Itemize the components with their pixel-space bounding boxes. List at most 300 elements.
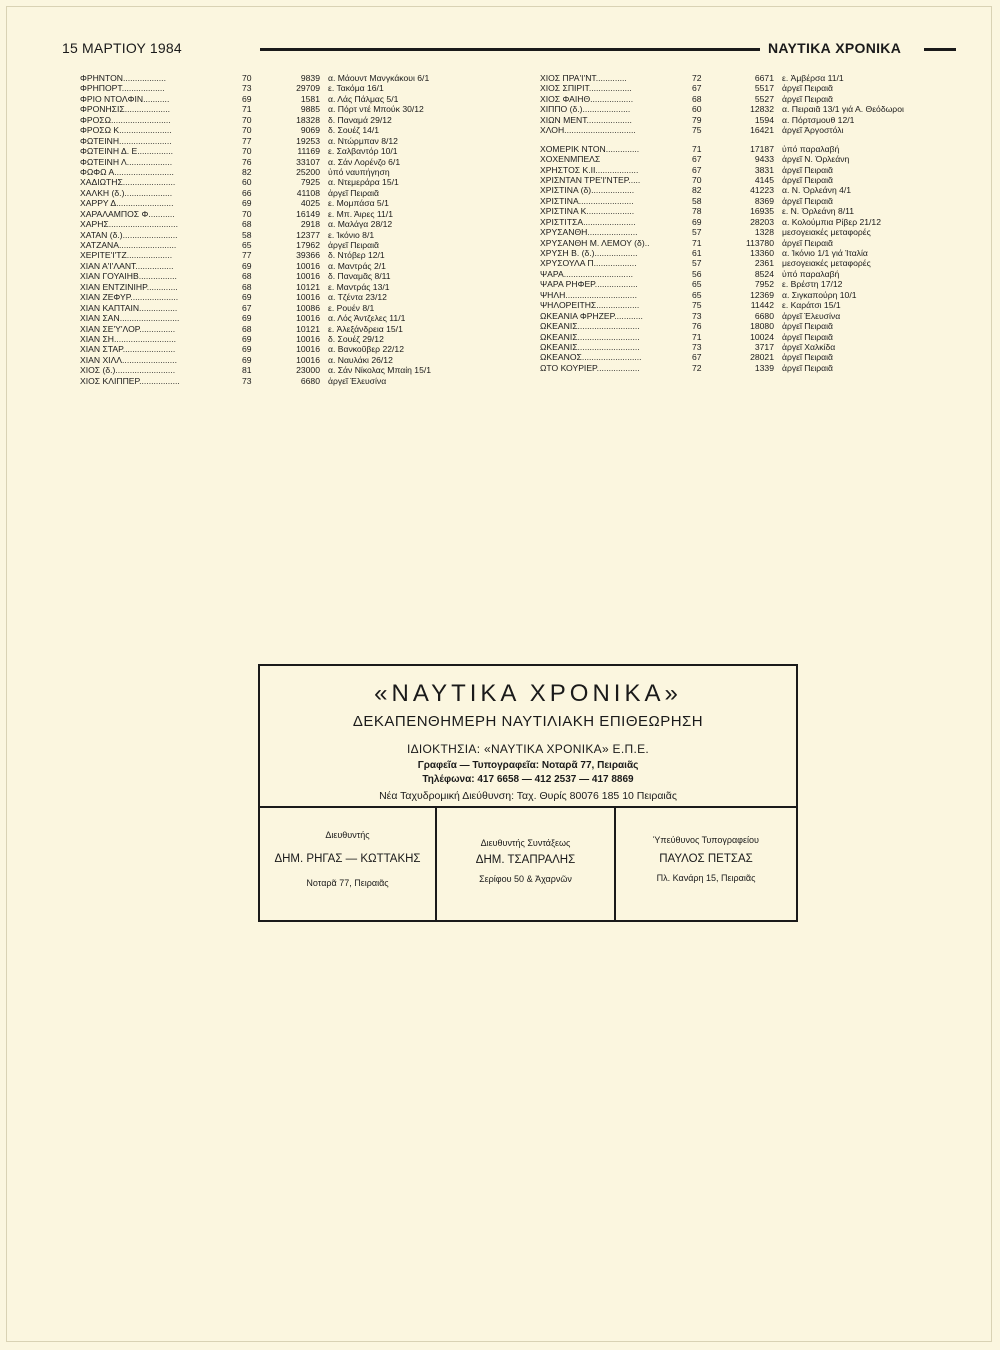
ship-row — [80, 344, 495, 354]
staff-address: Σερίφου 50 & Ἀχαρνῶν — [479, 874, 572, 884]
ship-name: ΩΤΟ ΚΟΥΡΙΕΡ.................. — [540, 362, 640, 373]
ship-status: ἀργεῖ Πειραιᾶ — [782, 237, 833, 248]
gross-tonnage: 4025 — [300, 198, 320, 209]
gross-tonnage: 9069 — [300, 125, 320, 136]
build-year: 73 — [692, 310, 702, 321]
ship-status: ὑπό παραλαβή — [782, 268, 840, 279]
build-year: 58 — [242, 229, 252, 240]
header-rule — [260, 48, 760, 51]
ship-name: ΦΡΟΝΗΣΙΣ................... — [80, 104, 171, 115]
ship-row — [540, 104, 960, 114]
ship-list-right-column — [540, 73, 960, 373]
ship-row — [80, 136, 495, 146]
ship-row — [540, 125, 960, 135]
ship-name: ΨΗΛΟΡΕΙΤΗΣ.................. — [540, 300, 640, 311]
gross-tonnage: 2361 — [754, 258, 774, 269]
ship-row — [80, 188, 495, 198]
build-year: 73 — [692, 341, 702, 352]
ship-name: ΧΙΑΝ ΣΗ.......................... — [80, 333, 177, 344]
publication-name: ΝΑΥΤΙΚΑ ΧΡΟΝΙΚΑ — [768, 40, 902, 56]
ship-row — [540, 206, 960, 216]
ship-status: α. Σιγκαπούρη 10/1 — [782, 289, 857, 300]
build-year: 72 — [692, 73, 702, 83]
build-year: 71 — [692, 331, 702, 342]
ship-name: ΧΡΙΣΤΙΤΣΑ...................... — [540, 216, 636, 227]
build-year: 68 — [242, 219, 252, 230]
ship-name: ΦΩΤΕΙΝΗ Δ. Ε............... — [80, 146, 174, 157]
ship-status: ε. Βρέστη 17/12 — [782, 279, 843, 290]
masthead-offices: Γραφεῖα — Τυπογραφεῖα: Νοταρᾶ 77, Πειραιᾶς — [417, 760, 639, 771]
ship-name: ΨΑΡΑ............................. — [540, 268, 633, 279]
gross-tonnage: 41223 — [750, 185, 774, 196]
ship-status: α. Πόρτσμουθ 12/1 — [782, 114, 855, 125]
build-year: 78 — [692, 206, 702, 217]
masthead-ownership: ΙΔΙΟΚΤΗΣΙΑ: «ΝΑΥΤΙΚΑ ΧΡΟΝΙΚΑ» Ε.Π.Ε. — [406, 742, 650, 756]
ship-name: ΧΙΟΣ ΦΑΙΗΘ.................. — [540, 93, 634, 104]
ship-name: ΩΚΕΑΝΟΣ......................... — [540, 352, 642, 363]
ship-row — [80, 167, 495, 177]
ship-name: ΧΙΟΣ ΠΡΑ'Ι'ΝΤ............. — [540, 73, 627, 83]
build-year: 70 — [242, 114, 252, 125]
ship-status: ἀργεῖ Ἐλευσίνα — [328, 375, 387, 386]
ship-name: ΧΙΑΝ ΕΝΤΖΙΝΙΗΡ............. — [80, 281, 178, 292]
build-year: 69 — [242, 93, 252, 104]
build-year: 71 — [692, 143, 702, 154]
ship-row — [80, 230, 495, 240]
build-year: 57 — [692, 227, 702, 238]
ship-status: ε. Ἀλεξάνδρεια 15/1 — [328, 323, 403, 334]
ship-status: ἀργεῖ Πειραιᾶ — [782, 83, 833, 94]
ship-status: ἀργεῖ Ἐλευσίνα — [782, 310, 841, 321]
build-year: 77 — [242, 135, 252, 146]
ship-row — [540, 144, 960, 154]
build-year: 61 — [692, 248, 702, 258]
ship-name: ΧΡΥΣΗ Β. (δ.).................. — [540, 248, 638, 258]
ship-name: ΧΙΑΝ ΧΙΛΛ....................... — [80, 354, 177, 365]
masthead-box — [258, 664, 798, 808]
gross-tonnage: 6680 — [300, 375, 320, 386]
ship-status: ε. Μαντράς 13/1 — [328, 281, 390, 292]
ship-row — [540, 175, 960, 185]
gross-tonnage: 12832 — [750, 104, 774, 115]
gross-tonnage: 5517 — [754, 83, 774, 94]
build-year: 69 — [242, 260, 252, 271]
ship-status: α. Λός Άντζελες 11/1 — [328, 313, 406, 324]
ship-row — [80, 313, 495, 323]
ship-status: δ. Ντόβερ 12/1 — [328, 250, 385, 261]
ship-name: ΦΡΗΝΤΟΝ.................. — [80, 73, 166, 83]
ship-row — [80, 177, 495, 187]
ship-row — [540, 94, 960, 104]
gross-tonnage: 9839 — [300, 73, 320, 83]
ship-row — [540, 73, 960, 83]
ship-name: ΧΡΙΣΝΤΑΝ ΤΡΕ'Ι'ΝΤΕΡ..... — [540, 174, 641, 185]
staff-address: Νοταρᾶ 77, Πειραιᾶς — [306, 878, 389, 888]
page-header — [62, 40, 956, 62]
ship-row — [540, 165, 960, 175]
build-year: 68 — [242, 323, 252, 334]
gross-tonnage: 113780 — [745, 237, 774, 248]
build-year: 70 — [242, 208, 252, 219]
build-year: 79 — [692, 114, 702, 125]
gross-tonnage: 39366 — [296, 250, 320, 261]
build-year: 68 — [692, 93, 702, 104]
gross-tonnage: 11169 — [297, 146, 320, 157]
ship-list-left-column — [80, 73, 495, 386]
build-year: 70 — [242, 73, 252, 83]
gross-tonnage: 2918 — [300, 219, 320, 230]
ship-row — [80, 303, 495, 313]
build-year: 67 — [692, 83, 702, 94]
gross-tonnage: 12377 — [296, 229, 320, 240]
gross-tonnage: 1594 — [754, 114, 774, 125]
ship-row — [80, 261, 495, 271]
ship-name: ΧΡΙΣΤΙΝΑ (δ).................. — [540, 185, 635, 196]
masthead-subtitle: ΔΕΚΑΠΕΝΘΗΜΕΡΗ ΝΑΥΤΙΛΙΑΚΗ ΕΠΙΘΕΩΡΗΣΗ — [352, 713, 704, 730]
masthead-postal-address: Νέα Ταχυδρομική Διεύθυνση: Ταχ. Θυρίς 80076 185 10 Πειραιᾶς — [379, 790, 677, 802]
ship-name: ΧΙΑΝ Α'Ι'ΛΑΝΤ................ — [80, 260, 174, 271]
ship-name: ΧΛΟΗ.............................. — [540, 125, 636, 136]
ship-row — [540, 83, 960, 93]
ship-status: ἀργεῖ Πειραιᾶ — [782, 321, 833, 332]
ship-name: ΧΙΑΝ ΓΟΥΑΙΗΒ................ — [80, 271, 177, 282]
ship-status: α. Λάς Πάλμας 5/1 — [328, 93, 399, 104]
ship-status: ἀργεῖ Πειραιᾶ — [782, 93, 833, 104]
ship-status: ἀργεῖ Πειραιᾶ — [782, 352, 833, 363]
ship-row — [80, 240, 495, 250]
build-year: 69 — [242, 292, 252, 303]
ship-name: ΧΙΠΠΟ (δ.).................... — [540, 104, 631, 115]
ship-status: α. Ἰκόνιο 1/1 γιά Ἰταλία — [782, 248, 868, 258]
staff-role: Διευθυντής — [325, 830, 370, 840]
gross-tonnage: 8524 — [754, 268, 774, 279]
gross-tonnage: 6671 — [754, 73, 774, 83]
ship-name: ΧΙΟΣ ΚΛΙΠΠΕΡ................. — [80, 375, 180, 386]
ship-row — [80, 376, 495, 386]
header-rule-end — [924, 48, 956, 51]
build-year: 67 — [692, 154, 702, 165]
ship-name: ΦΩΤΕΙΝΗ...................... — [80, 135, 172, 146]
ship-status: ὑπό παραλαβή — [782, 143, 840, 154]
ship-name: ΨΗΛΗ.............................. — [540, 289, 637, 300]
build-year: 70 — [692, 174, 702, 185]
gross-tonnage: 10016 — [296, 333, 320, 344]
ship-status: δ. Σουέζ 29/12 — [328, 333, 384, 344]
ship-name: ΧΙΑΝ ΣΑΝ......................... — [80, 313, 180, 324]
gross-tonnage: 1328 — [754, 227, 774, 238]
ship-name: ΦΡΟΣΩ......................... — [80, 114, 171, 125]
masthead-title: «ΝΑΥΤΙΚΑ ΧΡΟΝΙΚΑ» — [374, 680, 682, 707]
build-year: 75 — [692, 125, 702, 136]
build-year: 69 — [692, 216, 702, 227]
ship-status: α. Ντεμεράρα 15/1 — [328, 177, 399, 188]
gross-tonnage: 9885 — [300, 104, 320, 115]
build-year: 68 — [242, 281, 252, 292]
gross-tonnage: 4145 — [754, 174, 774, 185]
ship-name: ΧΟΜΕΡΙΚ ΝΤΟΝ.............. — [540, 143, 640, 154]
ship-name: ΧΡΥΣΟΥΛΑ Π.................. — [540, 258, 637, 269]
build-year: 76 — [242, 156, 252, 167]
ship-row — [540, 154, 960, 164]
ship-row — [80, 271, 495, 281]
build-year: 56 — [692, 268, 702, 279]
ship-status: α. Σάν Λορένζο 6/1 — [328, 156, 401, 167]
build-year: 68 — [242, 271, 252, 282]
ship-status: ἀργεῖ Πειραιᾶ — [782, 174, 833, 185]
ship-name: ΧΙΑΝ ΚΑΠΤΑΙΝ................ — [80, 302, 178, 313]
gross-tonnage: 10024 — [750, 331, 774, 342]
ship-status: α. Μαντράς 2/1 — [328, 260, 386, 271]
ship-row — [540, 342, 960, 352]
build-year: 75 — [692, 300, 702, 311]
ship-status: α. Πόρτ ντέ Μπούκ 30/12 — [328, 104, 424, 115]
ship-status: ἀργεῖ Πειραιᾶ — [782, 331, 833, 342]
build-year: 67 — [692, 164, 702, 175]
ship-row — [80, 104, 495, 114]
build-year: 81 — [242, 365, 252, 376]
ship-status: α. Κολούμπια Ρίβερ 21/12 — [782, 216, 881, 227]
ship-name: ΧΙΑΝ ΣΤΑΡ...................... — [80, 344, 176, 355]
staff-box-printing — [614, 806, 798, 922]
ship-name: ΧΟΧΕΝΜΠΕΛΣ — [540, 154, 601, 165]
ship-status: α. Ντώρμπαν 8/12 — [328, 135, 398, 146]
ship-row — [80, 292, 495, 302]
build-year: 65 — [242, 240, 252, 250]
ship-status: ε. Ρουέν 8/1 — [328, 302, 375, 313]
gross-tonnage: 10016 — [296, 260, 320, 271]
build-year: 71 — [242, 104, 252, 115]
staff-role: Ὑπεύθυνος Τυπογραφείου — [653, 835, 759, 845]
gross-tonnage: 19253 — [296, 135, 320, 146]
build-year: 73 — [242, 83, 252, 94]
ship-name: ΦΡΙΟ ΝΤΟΛΦΙΝ........... — [80, 93, 170, 104]
gross-tonnage: 18328 — [296, 114, 320, 125]
ship-name: ΧΙΟΣ (δ.)......................... — [80, 365, 176, 376]
ship-status: α. Μαλάγα 28/12 — [328, 219, 393, 230]
ship-row — [80, 355, 495, 365]
ship-status: δ. Σουέζ 14/1 — [328, 125, 380, 136]
ship-status: μεσογειακές μεταφορές — [782, 227, 871, 238]
build-year: 67 — [242, 302, 252, 313]
ship-row — [540, 196, 960, 206]
gross-tonnage: 10086 — [296, 302, 320, 313]
build-year: 69 — [242, 333, 252, 344]
gross-tonnage: 1581 — [300, 93, 320, 104]
ship-row — [80, 83, 495, 93]
gross-tonnage: 33107 — [296, 156, 320, 167]
gross-tonnage: 16149 — [296, 208, 320, 219]
ship-row — [80, 209, 495, 219]
ship-row — [80, 125, 495, 135]
ship-name: ΩΚΕΑΝΙΑ ΦΡΗΖΕΡ............ — [540, 310, 643, 321]
ship-name: ΦΡΟΣΩ Κ...................... — [80, 125, 172, 136]
ship-status: α. Βανκοῦβερ 22/12 — [328, 344, 404, 355]
ship-status: ἀργεῖ Ν. Ὀρλεάνη — [782, 154, 850, 165]
ship-name: ΧΑΤΖΑΝΑ........................ — [80, 240, 177, 250]
build-year: 65 — [692, 279, 702, 290]
build-year: 60 — [692, 104, 702, 115]
ship-row — [80, 146, 495, 156]
ship-name: ΧΑΡΗΣ............................. — [80, 219, 178, 230]
ship-status: ἀργεῖ Πειραιᾶ — [328, 187, 379, 198]
ship-status: ε. Ἰκόνιο 8/1 — [328, 229, 375, 240]
ship-status: ἀργεῖ Πειραιᾶ — [782, 195, 833, 206]
build-year: 58 — [692, 195, 702, 206]
gross-tonnage: 7925 — [300, 177, 320, 188]
ship-row — [540, 258, 960, 268]
masthead-phones: Τηλέφωνα: 417 6658 — 412 2537 — 417 8869 — [422, 774, 634, 785]
gross-tonnage: 1339 — [754, 362, 774, 373]
ship-row — [80, 94, 495, 104]
ship-status: α. Σάν Νίκολας Μπαίη 15/1 — [328, 365, 432, 376]
ship-status: ὑπό ναυπήγηση — [328, 166, 390, 177]
ship-row — [80, 282, 495, 292]
gross-tonnage: 12369 — [750, 289, 774, 300]
ship-row — [540, 238, 960, 248]
ship-row — [80, 115, 495, 125]
gross-tonnage: 9433 — [754, 154, 774, 165]
build-year: 73 — [242, 375, 252, 386]
gross-tonnage: 7952 — [754, 279, 774, 290]
issue-date: 15 ΜΑΡΤΙΟΥ 1984 — [62, 40, 182, 56]
staff-box-editor — [435, 806, 616, 922]
gross-tonnage: 10016 — [296, 354, 320, 365]
build-year: 66 — [242, 187, 252, 198]
ship-status: ε. Μομπάσα 5/1 — [328, 198, 389, 209]
gross-tonnage: 13360 — [750, 248, 774, 258]
ship-row — [540, 279, 960, 289]
ship-row — [540, 248, 960, 258]
ship-status: ε. Ν. Ὀρλεάνη 8/11 — [782, 206, 855, 217]
ship-status: δ. Παναμά 29/12 — [328, 114, 392, 125]
gross-tonnage: 8369 — [754, 195, 774, 206]
ship-name: ΧΑΛΚΗ (δ.).................... — [80, 187, 173, 198]
staff-name: ΔΗΜ. ΤΣΑΠΡΑΛΗΣ — [475, 854, 576, 866]
staff-box-director — [258, 806, 437, 922]
ship-row — [540, 115, 960, 125]
staff-name: ΠΑΥΛΟΣ ΠΕΤΣΑΣ — [659, 853, 753, 865]
ship-row — [540, 185, 960, 195]
ship-name: ΧΑΔΙΩΤΗΣ...................... — [80, 177, 176, 188]
ship-status: ἀργεῖ Πειραιᾶ — [782, 362, 833, 373]
gross-tonnage: 28021 — [750, 352, 774, 363]
gross-tonnage: 16935 — [750, 206, 774, 217]
build-year: 67 — [692, 352, 702, 363]
gross-tonnage: 23000 — [296, 365, 320, 376]
ship-row — [80, 198, 495, 208]
gross-tonnage: 3831 — [754, 164, 774, 175]
build-year: 69 — [242, 313, 252, 324]
ship-row — [80, 157, 495, 167]
ship-name: ΧΙΩΝ ΜΕΝΤ................... — [540, 114, 632, 125]
build-year: 69 — [242, 198, 252, 209]
ship-row — [540, 217, 960, 227]
ship-status: ε. Τακόμα 16/1 — [328, 83, 384, 94]
ship-row — [80, 334, 495, 344]
gross-tonnage: 10016 — [296, 271, 320, 282]
build-year: 69 — [242, 344, 252, 355]
ship-row — [540, 269, 960, 279]
ship-status: ἀργεῖ Ἀργοστόλι — [782, 125, 844, 136]
ship-name: ΦΩΦΩ Α......................... — [80, 166, 174, 177]
ship-status: ε. Ἀμβέρσα 11/1 — [782, 73, 844, 83]
ship-name: ΧΑΡΑΛΑΜΠΟΣ Φ........... — [80, 208, 175, 219]
ship-name: ΧΙΑΝ ΣΕ'Υ'ΛΟΡ............... — [80, 323, 176, 334]
ship-status: α. Μάουντ Μανγκάκουι 6/1 — [328, 73, 430, 83]
gross-tonnage: 17962 — [296, 240, 320, 250]
gross-tonnage: 10016 — [296, 313, 320, 324]
gross-tonnage: 18080 — [750, 321, 774, 332]
ship-name: ΧΙΟΣ ΣΠΙΡΙΤ.................. — [540, 83, 632, 94]
ship-status: α. Ν. Ὀρλεάνη 4/1 — [782, 185, 852, 196]
build-year: 60 — [242, 177, 252, 188]
build-year: 76 — [692, 321, 702, 332]
ship-status: α. Ναυλάκι 26/12 — [328, 354, 393, 365]
ship-status: α. Πειραιᾶ 13/1 γιά Α. Θεόδωροι — [782, 104, 904, 115]
ship-status: ἀργεῖ Πειραιᾶ — [328, 240, 379, 250]
gross-tonnage: 10016 — [296, 292, 320, 303]
ship-status: ἀργεῖ Πειραιᾶ — [782, 164, 833, 175]
gross-tonnage: 28203 — [750, 216, 774, 227]
ship-name: ΧΡΙΣΤΙΝΑ Κ.................... — [540, 206, 635, 217]
ship-row — [540, 290, 960, 300]
ship-status: ε. Μπ. Άιρες 11/1 — [328, 208, 393, 219]
build-year: 82 — [242, 166, 252, 177]
ship-row — [80, 365, 495, 375]
ship-row — [540, 352, 960, 362]
build-year: 77 — [242, 250, 252, 261]
ship-status: ἀργεῖ Χαλκίδα — [782, 341, 836, 352]
build-year: 65 — [692, 289, 702, 300]
ship-name: ΧΡΙΣΤΙΝΑ....................... — [540, 195, 634, 206]
ship-row — [540, 332, 960, 342]
ship-row — [80, 250, 495, 260]
gross-tonnage: 16421 — [750, 125, 774, 136]
ship-name: ΨΑΡΑ ΡΗΦΕΡ.................. — [540, 279, 638, 290]
ship-name: ΧΙΑΝ ΖΕΦΥΡ.................... — [80, 292, 179, 303]
ship-row — [540, 227, 960, 237]
gross-tonnage: 10121 — [296, 281, 320, 292]
ship-name: ΧΡΥΣΑΝΘΗ Μ. ΛΕΜΟΥ (δ).. — [540, 237, 650, 248]
ship-name: ΧΡΗΣΤΟΣ Κ.ΙΙ.................. — [540, 164, 639, 175]
ship-status: ε. Σαλβαντόρ 10/1 — [328, 146, 398, 157]
gross-tonnage: 25200 — [296, 166, 320, 177]
staff-address: Πλ. Κανάρη 15, Πειραιᾶς — [656, 873, 756, 883]
gross-tonnage: 6680 — [754, 310, 774, 321]
ship-row — [540, 363, 960, 373]
ship-row — [540, 311, 960, 321]
gross-tonnage: 11442 — [750, 300, 774, 311]
build-year: 82 — [692, 185, 702, 196]
build-year: 57 — [692, 258, 702, 269]
ship-name: ΩΚΕΑΝΙΣ.......................... — [540, 331, 640, 342]
ship-name: ΧΡΥΣΑΝΘΗ..................... — [540, 227, 638, 238]
gross-tonnage: 29709 — [296, 83, 320, 94]
ship-row — [80, 324, 495, 334]
ship-name: ΩΚΕΑΝΙΣ.......................... — [540, 321, 640, 332]
gross-tonnage: 41108 — [296, 187, 320, 198]
build-year: 70 — [242, 125, 252, 136]
gross-tonnage: 17187 — [750, 143, 774, 154]
build-year: 71 — [692, 237, 702, 248]
staff-role: Διευθυντής Συντάξεως — [480, 838, 571, 848]
gross-tonnage: 10016 — [296, 344, 320, 355]
ship-status: ε. Καράτσι 15/1 — [782, 300, 841, 311]
gross-tonnage: 5527 — [754, 93, 774, 104]
ship-name: ΧΑΡΡΥ Δ........................ — [80, 198, 174, 209]
build-year: 72 — [692, 362, 702, 373]
ship-status: δ. Παναμᾶς 8/11 — [328, 271, 391, 282]
